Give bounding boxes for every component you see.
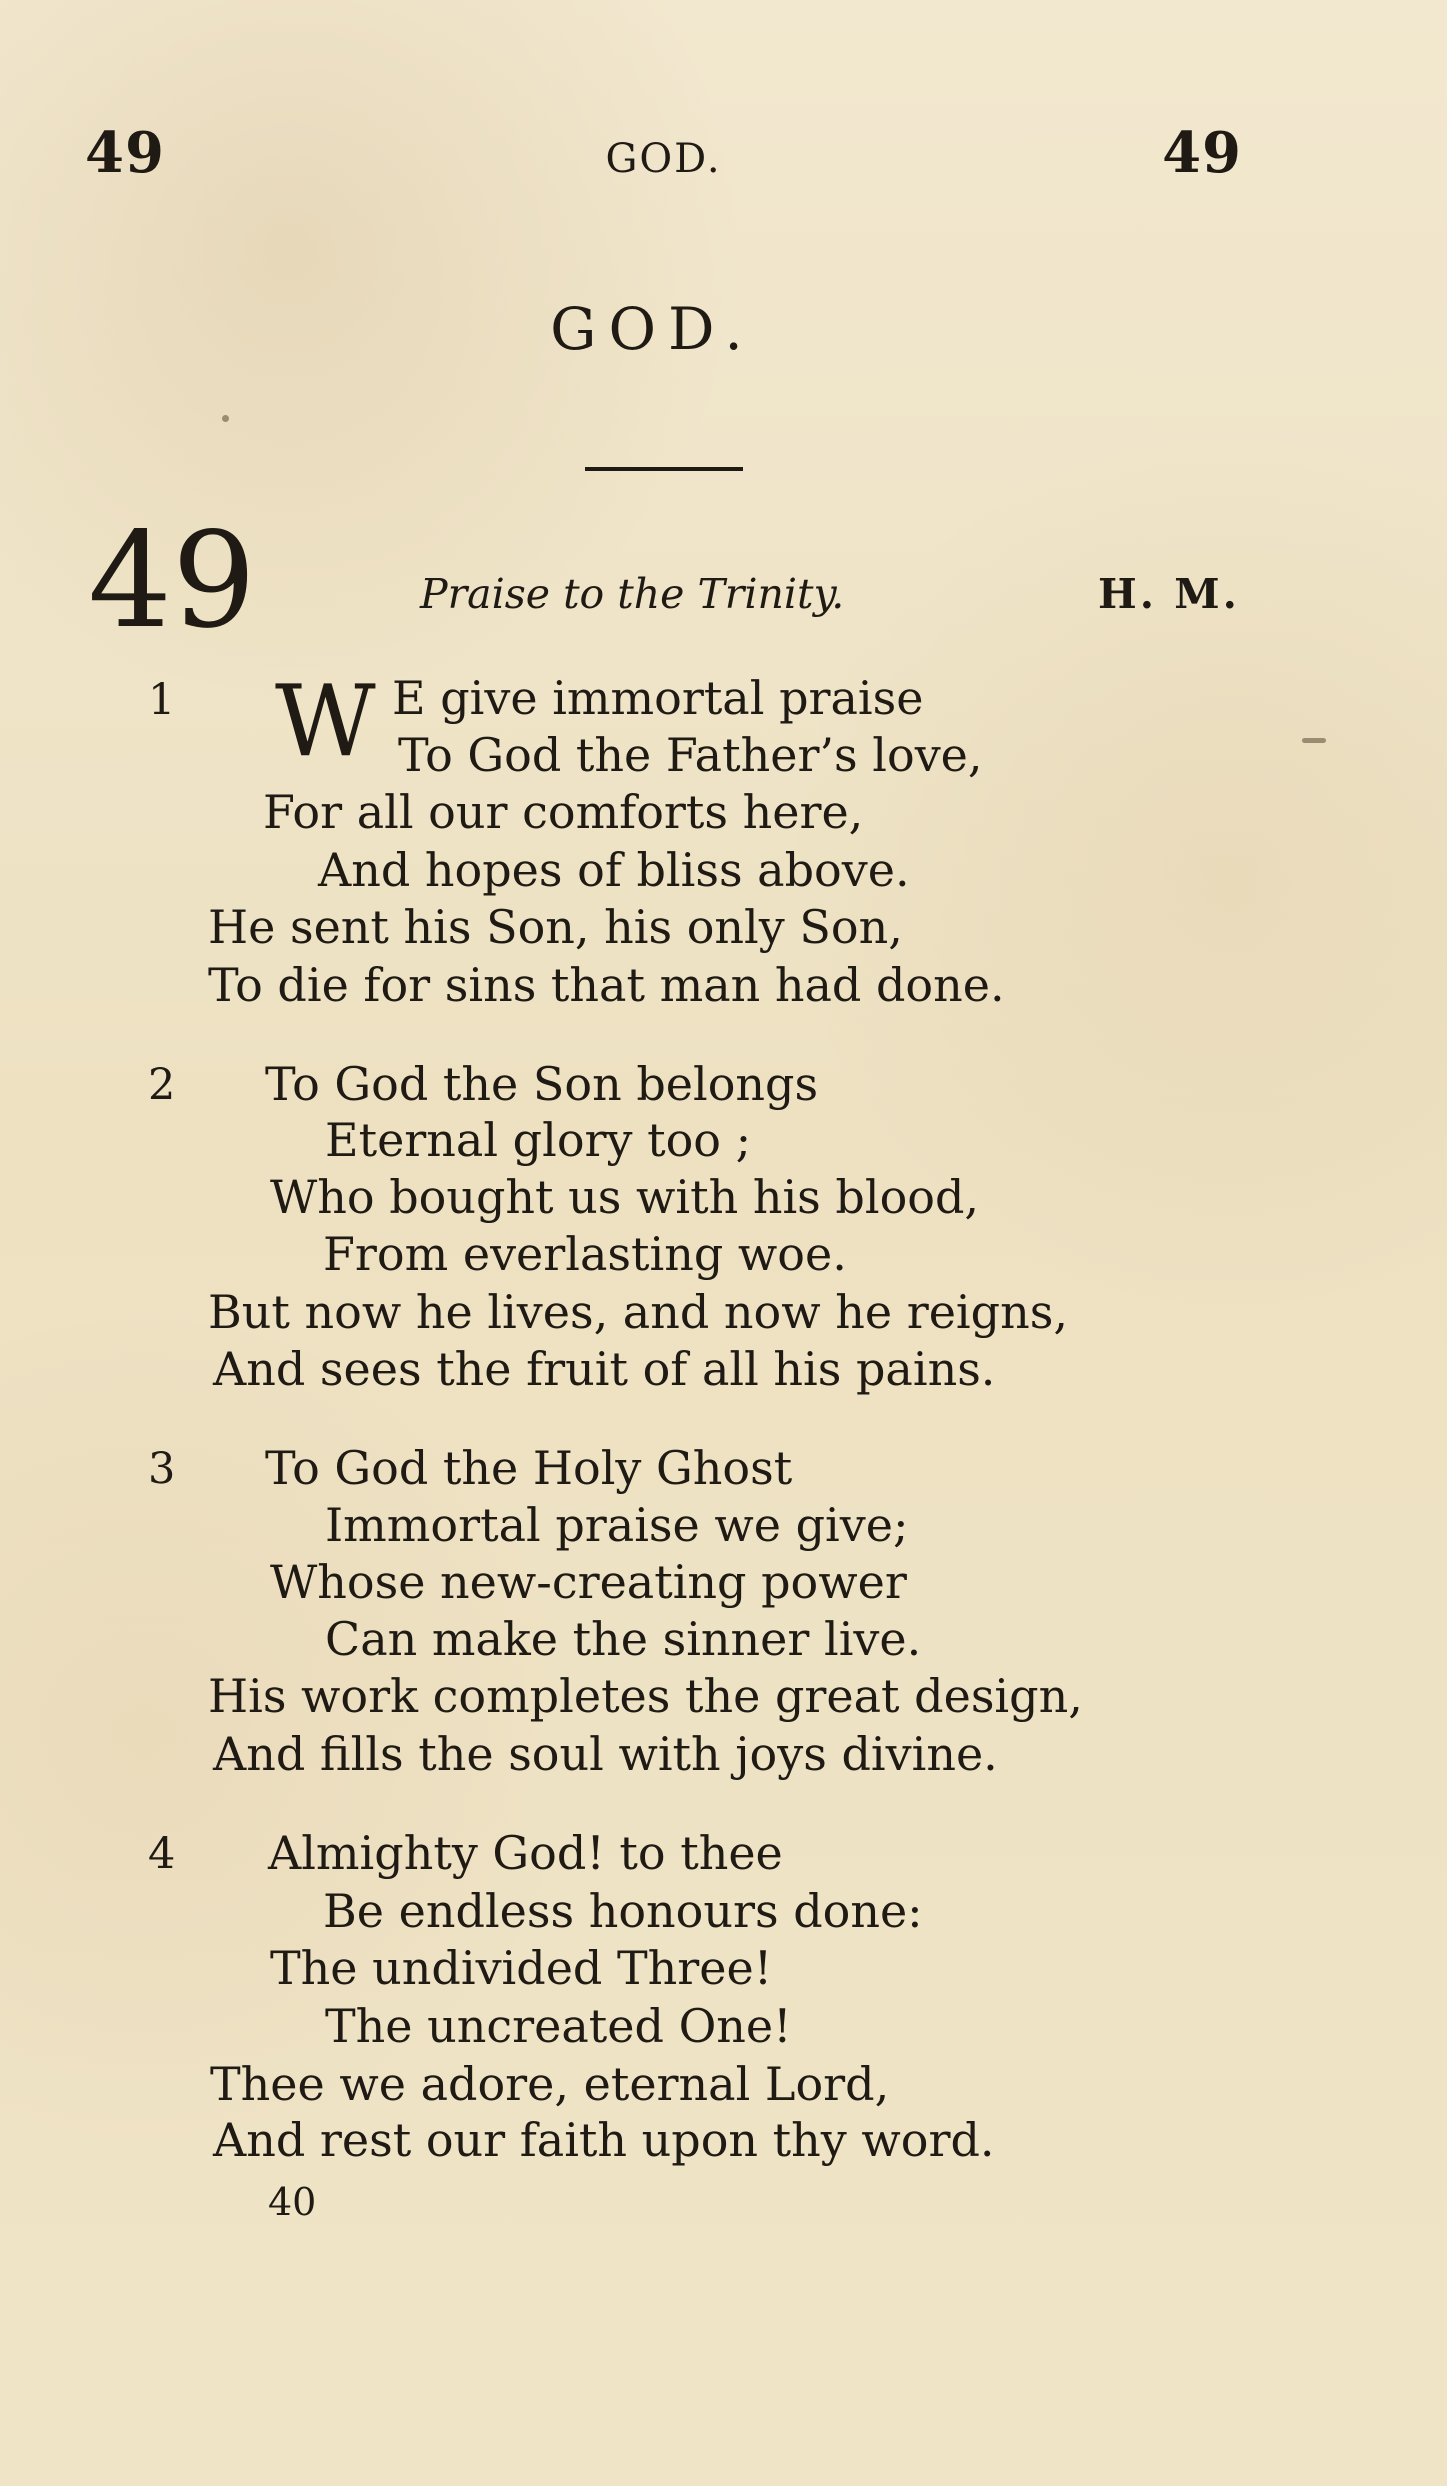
left-page-number: 49 bbox=[85, 120, 165, 186]
verse-line: His work completes the great design, bbox=[208, 1669, 1083, 1723]
verse-line: E give immortal praise bbox=[392, 671, 924, 725]
drop-cap: W bbox=[275, 665, 376, 779]
page-speck bbox=[1302, 738, 1326, 743]
verse-line: To God the Father’s love, bbox=[398, 728, 983, 782]
stanza-number: 1 bbox=[148, 675, 176, 725]
verse-line: For all our comforts here, bbox=[263, 785, 864, 839]
stanza-number: 3 bbox=[148, 1444, 176, 1494]
hymn-meter: H. M. bbox=[1098, 570, 1240, 618]
page-speck bbox=[222, 415, 229, 422]
title-rule bbox=[585, 467, 743, 471]
stanza-number: 4 bbox=[148, 1829, 176, 1879]
verse-line: But now he lives, and now he reigns, bbox=[208, 1285, 1068, 1339]
verse-line: And fills the soul with joys divine. bbox=[213, 1727, 998, 1781]
verse-line: Thee we adore, eternal Lord, bbox=[210, 2057, 890, 2111]
verse-line: He sent his Son, his only Son, bbox=[208, 900, 903, 954]
verse-line: Eternal glory too ; bbox=[325, 1113, 752, 1167]
verse-line: To God the Holy Ghost bbox=[265, 1441, 793, 1495]
verse-line: Can make the sinner live. bbox=[325, 1612, 922, 1666]
verse-line: And rest our faith upon thy word. bbox=[213, 2113, 995, 2167]
running-title: GOD. bbox=[605, 136, 722, 182]
verse-line: From everlasting woe. bbox=[323, 1227, 847, 1281]
verse-line: Who bought us with his blood, bbox=[270, 1170, 980, 1224]
hymn-title: Praise to the Trinity. bbox=[420, 570, 845, 618]
section-title: GOD. bbox=[550, 295, 755, 363]
right-page-number: 49 bbox=[1162, 120, 1242, 186]
verse-line: And sees the fruit of all his pains. bbox=[213, 1342, 996, 1396]
verse-line: Whose new-creating power bbox=[270, 1555, 907, 1609]
running-head bbox=[85, 120, 1242, 210]
verse-line: Be endless honours done: bbox=[323, 1884, 923, 1938]
verse-line: Almighty God! to thee bbox=[268, 1826, 783, 1880]
verse-line: To die for sins that man had done. bbox=[208, 958, 1005, 1012]
footer-page-number: 40 bbox=[268, 2180, 317, 2224]
verse-line: Immortal praise we give; bbox=[325, 1498, 909, 1552]
hymn-number: 49 bbox=[88, 504, 256, 658]
stanza-number: 2 bbox=[148, 1060, 176, 1110]
verse-line: The undivided Three! bbox=[270, 1941, 773, 1995]
verse-line: And hopes of bliss above. bbox=[318, 843, 910, 897]
verse-line: The uncreated One! bbox=[325, 1999, 792, 2053]
verse-line: To God the Son belongs bbox=[265, 1057, 819, 1111]
